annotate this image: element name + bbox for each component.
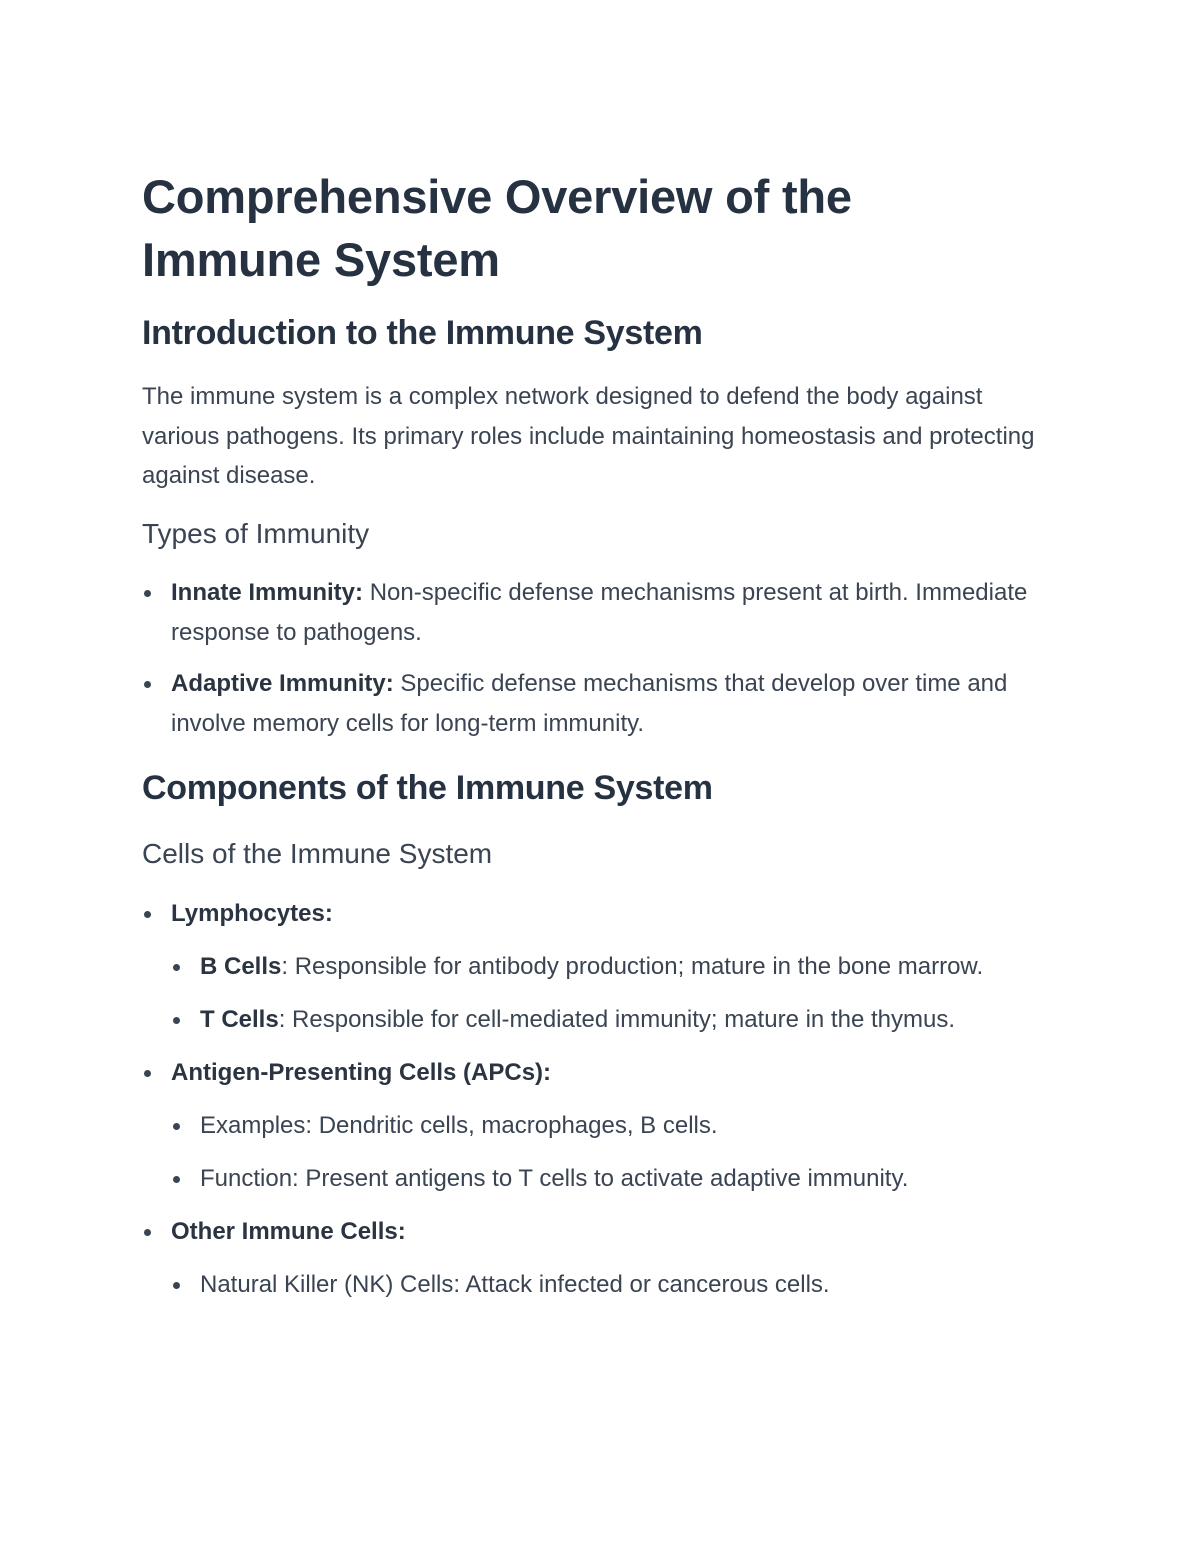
list-item-nk-cells	[142, 1265, 1042, 1305]
cells-list	[142, 894, 1042, 1305]
components-heading: Components of the Immune System	[142, 768, 713, 807]
apcs-sep: :	[543, 1058, 552, 1086]
document-page	[142, 165, 1042, 1305]
intro-paragraph: The immune system is a complex network designed to defend the body against various pathogens. Its primary roles include maintaining homeostasis and protecting against disease.	[142, 383, 1035, 489]
types-list	[142, 573, 1042, 744]
intro-heading: Introduction to the Immune System	[142, 314, 703, 352]
list-item-lymphocytes	[142, 894, 1042, 934]
adaptive-term: Adaptive Immunity	[171, 669, 386, 697]
t-cells-term: T Cells	[200, 1005, 279, 1033]
lymphocytes-label: Lymphocytes	[171, 899, 325, 927]
lymphocytes-sep: :	[324, 899, 333, 927]
page-title: Comprehensive Overview of the Immune System	[142, 170, 852, 286]
list-item-apc-examples	[142, 1106, 1042, 1146]
adaptive-sep: :	[385, 669, 394, 697]
nk-cells-text: Natural Killer (NK) Cells: Attack infected or cancerous cells.	[200, 1270, 830, 1298]
list-item-innate	[142, 573, 1042, 653]
types-heading: Types of Immunity	[142, 517, 370, 549]
list-item-apcs	[142, 1053, 1042, 1093]
b-cells-sep: :	[281, 952, 289, 980]
list-item-b-cells	[142, 947, 1042, 987]
apc-function-text: Function: Present antigens to T cells to activate adaptive immunity.	[200, 1164, 909, 1192]
b-cells-desc: Responsible for antibody production; mature in the bone marrow.	[288, 952, 984, 980]
list-item-other-cells	[142, 1212, 1042, 1252]
apcs-label: Antigen-Presenting Cells (APCs)	[171, 1058, 544, 1086]
b-cells-term: B Cells	[200, 952, 282, 980]
innate-desc: Non-specific defense mechanisms present at birth. Immediate response to pathogens.	[171, 578, 1028, 646]
cells-heading: Cells of the Immune System	[142, 837, 493, 869]
list-item-adaptive	[142, 664, 1042, 744]
innate-term: Innate Immunity	[171, 578, 356, 606]
innate-sep: :	[355, 578, 364, 606]
list-item-t-cells	[142, 1000, 1042, 1040]
t-cells-desc: Responsible for cell-mediated immunity; mature in the thymus.	[285, 1005, 955, 1033]
apc-examples-text: Examples: Dendritic cells, macrophages, B cells.	[200, 1111, 718, 1139]
adaptive-desc: Specific defense mechanisms that develop over time and involve memory cells for long-term immunity.	[171, 669, 1008, 737]
other-cells-sep: :	[397, 1217, 406, 1245]
t-cells-sep: :	[278, 1005, 286, 1033]
list-item-apc-function	[142, 1159, 1042, 1199]
other-cells-label: Other Immune Cells	[171, 1217, 398, 1245]
